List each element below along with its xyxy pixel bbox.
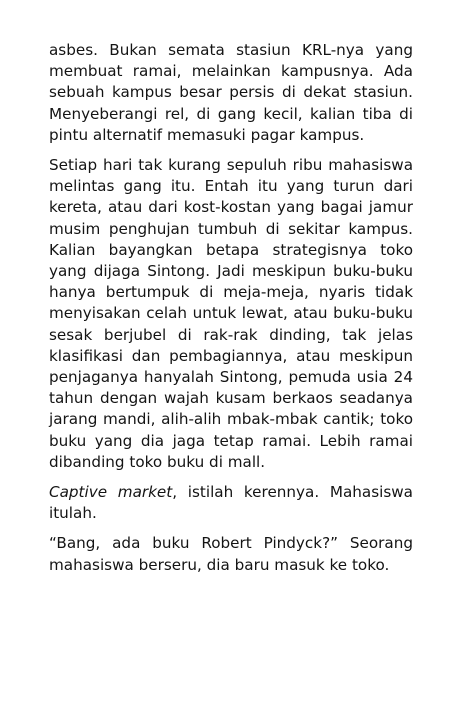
page-body bbox=[49, 40, 413, 576]
italic-term: Captive market bbox=[49, 483, 173, 502]
paragraph-4: “Bang, ada buku Robert Pindyck?” Seorang mahasiswa berseru, dia baru masuk ke toko. bbox=[49, 534, 413, 574]
paragraph-2: Setiap hari tak kurang sepuluh ribu mahasiswa melintas gang itu. Entah itu yang turun dari kereta, atau dari kost-kostan yang bagai jamur musim penghujan tumbuh di sekitar kampus. Kalian bayangkan betapa strategisnya toko yang dijaga Sintong. Jadi meskipun buku-buku hanya bertumpuk di meja-meja, nyaris tidak menyisakan celah untuk lewat, atau buku-buku sesak berjubel di rak-rak dinding, tak jelas klasifikasi dan pembagiannya, atau meskipun penjaganya hanyalah Sintong, pemuda usia 24 tahun dengan wajah kusam berkaos seadanya jarang mandi, alih-alih mbak-mbak cantik; toko buku yang dia jaga tetap ramai. Lebih ramai dibanding toko buku di mall. bbox=[49, 156, 413, 471]
paragraph-3-text: , istilah kerennya. Mahasiswa itulah. bbox=[49, 483, 413, 523]
paragraph-3 bbox=[49, 482, 413, 524]
paragraph-1: asbes. Bukan semata stasiun KRL-nya yang membuat ramai, melainkan kampusnya. Ada sebuah kampus besar persis di dekat stasiun. Menyeberangi rel, di gang kecil, kalian tiba di pintu alternatif memasuki pagar kampus. bbox=[49, 41, 413, 144]
